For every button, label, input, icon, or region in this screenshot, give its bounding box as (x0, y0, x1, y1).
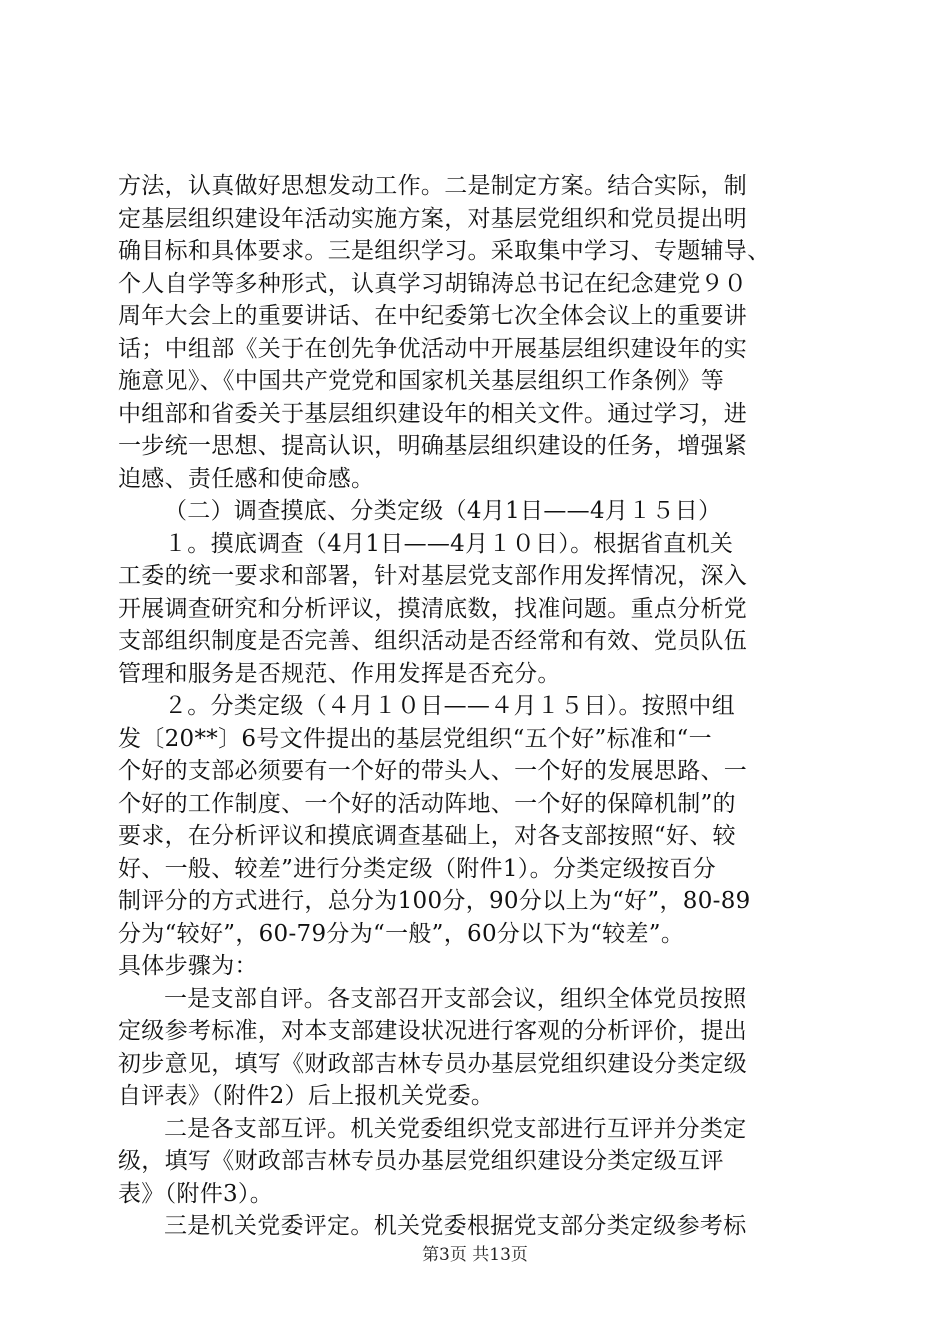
text-line: １。摸底调查（4月1日——4月１０日）。根据省直机关 (164, 530, 734, 557)
text-line: 个人自学等多种形式，认真学习胡锦涛总书记在纪念建党９０ (118, 270, 748, 297)
text-line: 要求，在分析评议和摸底调查基础上，对各支部按照“好、较 (118, 823, 736, 849)
text-line: 施意见》、《中国共产党党和国家机关基层组织工作条例》等 (118, 368, 725, 394)
text-line: 管理和服务是否规范、作用发挥是否充分。 (118, 660, 561, 687)
document-body (118, 170, 832, 1243)
text-line: ２。分类定级（４月１０日——４月１５日）。按照中组 (164, 693, 735, 719)
text-line: 周年大会上的重要讲话、在中纪委第七次全体会议上的重要讲 (118, 303, 748, 329)
text-line: 话；中组部《关于在创先争优活动中开展基层组织建设年的实 (118, 335, 748, 362)
text-line: 确目标和具体要求。三是组织学习。采取集中学习、专题辅导、 (118, 238, 771, 264)
page-footer: 第3页 共13页 (422, 1245, 528, 1265)
text-line: 好、一般、较差”进行分类定级（附件1）。分类定级按百分 (118, 855, 716, 882)
text-line: 初步意见，填写《财政部吉林专员办基层党组织建设分类定级 (118, 1050, 748, 1077)
text-line: 开展调查研究和分析评议，摸清底数，找准问题。重点分析党 (118, 595, 748, 622)
text-line: 支部组织制度是否完善、组织活动是否经常和有效、党员队伍 (118, 628, 748, 654)
text-line: 三是机关党委评定。机关党委根据党支部分类定级参考标 (164, 1213, 747, 1239)
text-line: 个好的支部必须要有一个好的带头人、一个好的发展思路、一 (118, 758, 748, 784)
text-line: 分为“较好”，60-79分为“一般”，60分以下为“较差”。 (118, 920, 685, 947)
text-line: 定基层组织建设年活动实施方案，对基层党组织和党员提出明 (118, 205, 748, 232)
text-line: 自评表》（附件2）后上报机关党委。 (118, 1083, 495, 1109)
text-line: 迫感、责任感和使命感。 (118, 465, 375, 492)
text-line: 二是各支部互评。机关党委组织党支部进行互评并分类定 (164, 1115, 747, 1142)
text-line: 一是支部自评。各支部召开支部会议，组织全体党员按照 (164, 985, 747, 1012)
text-line: 表》（附件3）。 (118, 1180, 274, 1207)
text-line: 级，填写《财政部吉林专员办基层党组织建设分类定级互评 (118, 1148, 724, 1174)
text-line: 定级参考标准，对本支部建设状况进行客观的分析评价，提出 (118, 1018, 748, 1044)
text-line: 中组部和省委关于基层组织建设年的相关文件。通过学习，进 (118, 400, 748, 427)
text-line: 发〔20**〕6号文件提出的基层党组织“五个好”标准和“一 (118, 725, 712, 752)
text-line: 具体步骤为： (118, 953, 258, 979)
text-line: 一步统一思想、提高认识，明确基层组织建设的任务，增强紧 (118, 433, 748, 459)
text-line: 方法，认真做好思想发动工作。二是制定方案。结合实际，制 (118, 173, 748, 199)
text-line: （二）调查摸底、分类定级（4月1日——4月１５日） (164, 498, 722, 524)
text-line: 工委的统一要求和部署，针对基层党支部作用发挥情况，深入 (118, 563, 748, 589)
text-line: 制评分的方式进行，总分为100分，90分以上为“好”，80-89 (118, 888, 751, 914)
text-line: 个好的工作制度、一个好的活动阵地、一个好的保障机制”的 (118, 790, 736, 817)
